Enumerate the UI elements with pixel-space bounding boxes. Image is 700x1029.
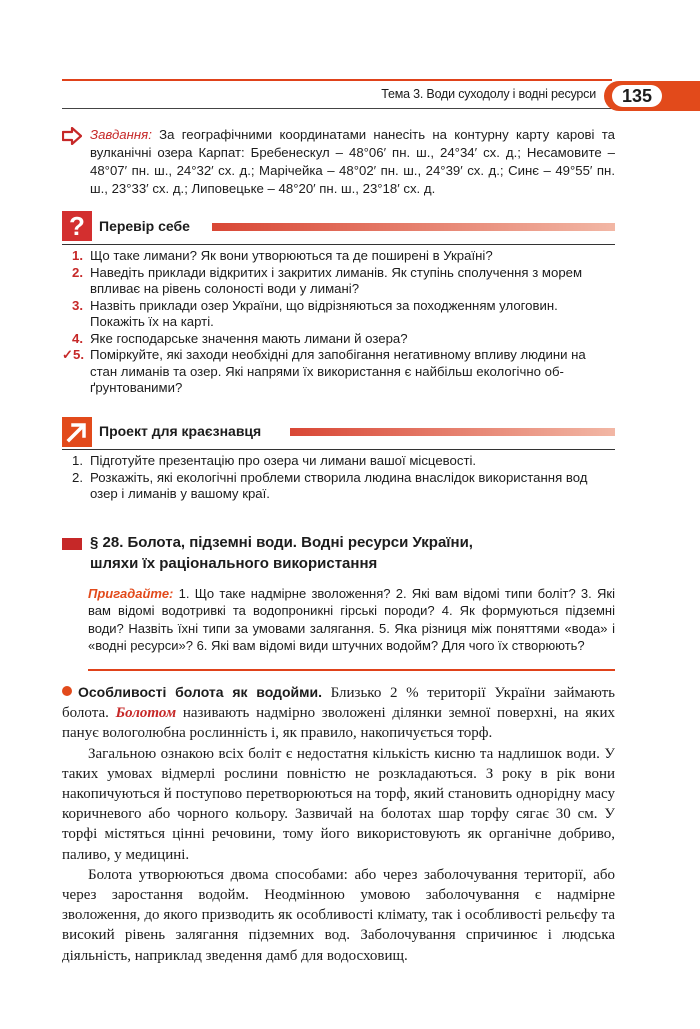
project-tasks: [62, 453, 615, 503]
project-section-rule: [62, 449, 615, 450]
arrow-right-icon: [62, 127, 82, 145]
paragraph-3: Болота утворюються двома способами: або через заболочування території, або через заростання водойм. Неодмінною умовою заболочування є надмірне зволоження, до якого призводить як особливості клімату, так і особливості рельєфу та високий рівень залягання підземних вод. Заболочування спричинює і людська діяльність, наприклад зведення дамб для водосховищ.: [62, 866, 615, 964]
item-number: 3.: [72, 297, 83, 313]
check-section-rule: [62, 244, 615, 245]
item-number: 1.: [72, 453, 83, 468]
bullet-dot-icon: [62, 686, 72, 696]
task-label: Завдання:: [90, 127, 152, 142]
paragraph-marker: [62, 538, 82, 550]
paragraph-1: [62, 682, 615, 744]
project-section-title: Проект для краєзнавця: [99, 423, 262, 439]
recall-rule: [88, 669, 615, 671]
recall-block: [88, 585, 615, 655]
list-item: [62, 347, 615, 397]
item-text: Поміркуйте, які заходи необхідні для запобігання негативному впливу людини на стан лиманів та озер. Які напрями їх використання є найбільш екологічно об-ґрунтованими?: [90, 347, 586, 395]
diagonal-arrow-icon: [62, 417, 92, 447]
list-item: [62, 453, 615, 470]
list-item: [62, 298, 615, 331]
task-text: За географічними координатами нанесіть на контурну карту карові та вулканічні озера Карпат: Бребенескул – 48°06′ пн. ш., 24°34′ сх. д.; Несамовите – 48°07′ пн. ш., 24°32′ сх. д.; Марічейка – 48°02′ пн. ш., 24°39′ сх. д.; Синє – 49°55′ пн. ш., 23°33′ сх. д.; Липовецьке – 48°20′ пн. ш., 23°18′ сх. д.: [90, 127, 615, 196]
list-item: [62, 248, 615, 265]
item-number: 4.: [72, 330, 83, 346]
paragraph-2: Загальною ознакою всіх боліт є недостатня кількість кисню та надлишок води. У таких умовах відмерлі рослини повністю не розкладаються. З року в рік вони накопичуються й поступово перетворюються на торф, який становить однорідну масу коричневого або чорного кольору. Зазвичай на болотах шар торфу сягає 30 см. У торфі містяться цінні речовини, тому його використовують як органічне добриво, паливо, у медицині.: [62, 745, 615, 863]
paragraph-title-line1: § 28. Болота, підземні води. Водні ресурси України,: [90, 534, 473, 551]
list-item: [62, 470, 615, 503]
item-number: 2.: [72, 264, 83, 280]
item-text: Назвіть приклади озер України, що відрізняються за походженням улоговин. Покажіть їх на карті.: [90, 297, 558, 329]
page-number: 135: [612, 85, 662, 107]
term-swamp: Болотом: [115, 705, 177, 722]
item-number: 2.: [72, 469, 83, 485]
text-span: називають надмірно зволожені ділянки земної поверхні, на яких панує вологолюбна рослинність і, як правило, накопичується торф.: [62, 705, 615, 742]
list-item: [62, 331, 615, 348]
item-text: Наведіть приклади відкритих і закритих лиманів. Як ступінь сполучення з морем впливає на рівень солоності води у лимані?: [90, 264, 583, 296]
lead-heading: Особливості болота як водойми.: [78, 684, 322, 700]
recall-text: 1. Що таке надмірне зволоження? 2. Які вам відомі типи боліт? 3. Які вам відомі водотривкі та водопроникні гірські породи? 4. Як формуються підземні води? Назвіть їхні типи за умовами залягання. 5. Яка різниця між поняттями «вода» і «водні ресурси»? 6. Які вам відомі види штучних водойм? Для чого їх створюють?: [88, 586, 615, 654]
project-arrow-icon: [62, 417, 92, 447]
main-text: [62, 682, 615, 966]
check-section-title: Перевір себе: [99, 218, 190, 234]
project-section-bar: [290, 428, 615, 436]
check-section-bar: [212, 223, 615, 231]
topic-title: Тема 3. Води суходолу і водні ресурси: [381, 87, 596, 101]
item-text: Що таке лимани? Як вони утворюються та де поширені в Україні?: [90, 248, 493, 263]
question-icon: ?: [62, 211, 92, 241]
paragraph-title-line2: шляхи їх раціонального використання: [90, 555, 378, 572]
item-text: Яке господарське значення мають лимани й озера?: [90, 330, 408, 346]
text-span: Близько 2 % території України займають болота.: [62, 685, 615, 722]
check-questions: [62, 248, 615, 397]
header-underline: [62, 108, 612, 109]
recall-label: Пригадайте:: [88, 586, 174, 601]
list-item: [62, 265, 615, 298]
item-text: Підготуйте презентацію про озера чи лимани вашої місцевості.: [90, 453, 477, 468]
item-number: 1.: [72, 248, 83, 263]
header-rule: [62, 79, 612, 81]
paragraph-title: [90, 532, 610, 574]
task-block: [90, 126, 615, 198]
item-number: ✓5.: [62, 347, 85, 362]
item-text: Розкажіть, які екологічні проблеми створила людина внаслідок використання вод озер і лиманів у вашому краї.: [90, 469, 588, 501]
